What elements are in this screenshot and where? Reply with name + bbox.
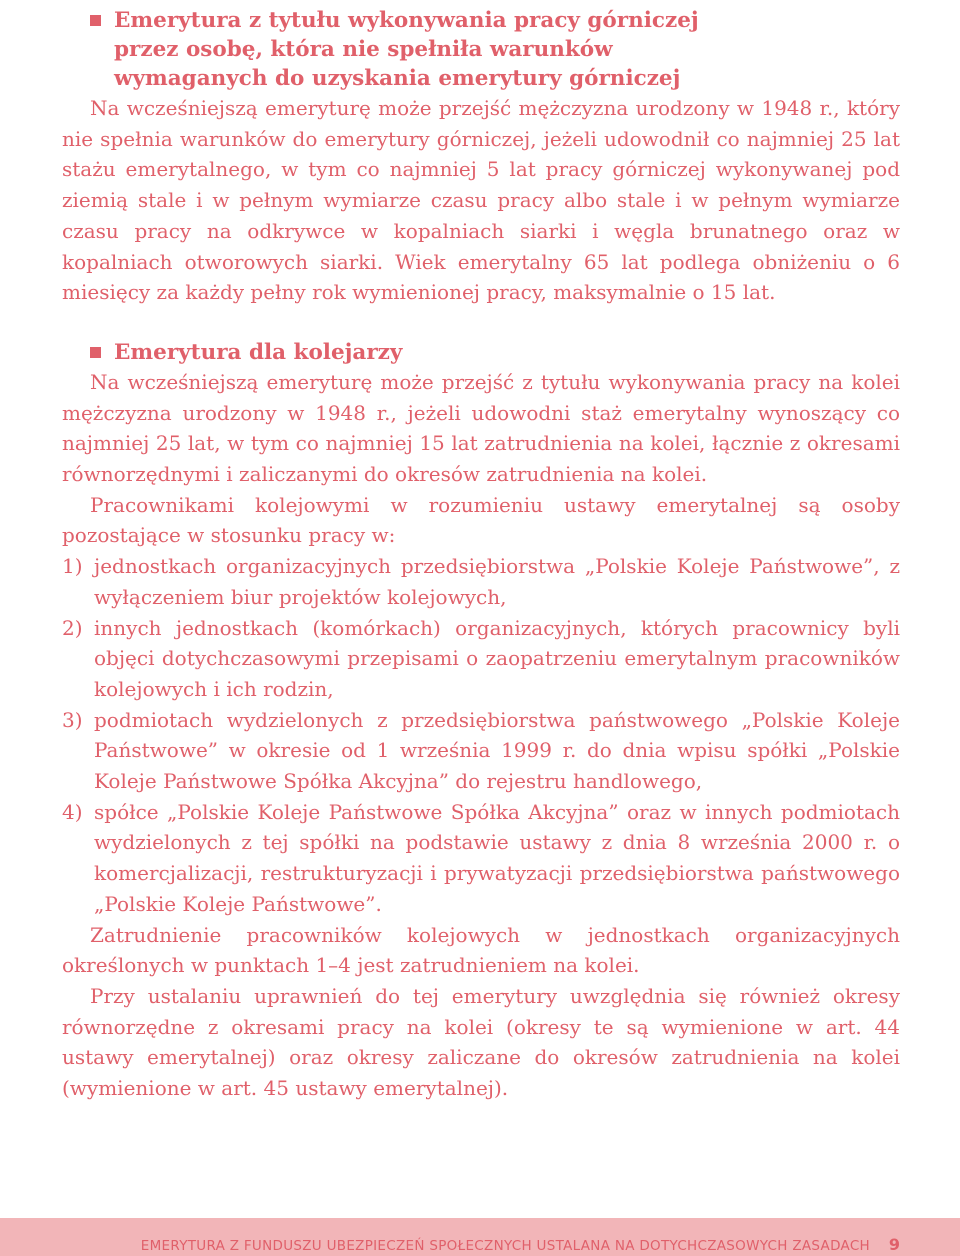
railway-paragraph-3: Zatrudnienie pracowników kolejowych w jednostkach organizacyjnych określonych w punktach 1–4 jest zatrudnieniem na kolei. — [62, 922, 900, 978]
list-item — [62, 551, 900, 612]
heading-line-3: wymaganych do uzyskania emerytury górniczej — [114, 66, 681, 91]
list-item-number: 1) — [62, 554, 83, 579]
railway-units-list — [62, 551, 900, 919]
list-item — [62, 797, 900, 920]
railway-paragraph-1: Na wcześniejszą emeryturę może przejść z tytułu wykonywania pracy na kolei mężczyzna urodzony w 1948 r., jeżeli udowodni staż emerytalny wynoszący co najmniej 25 lat, w tym co najmniej 15 lat zatrudnienia na kolei, łącznie z okresami równorzędnymi i zaliczanymi do okresów zatrudnienia na kolei. — [62, 369, 900, 487]
square-bullet-icon — [90, 347, 101, 358]
list-item-text: spółce „Polskie Koleje Państwowe Spółka Akcyjna” oraz w innych podmiotach wydzielonych z tej spółki na podstawie ustawy z dnia 8 września 2000 r. o komercjalizacji, restrukturyzacji i prywatyzacji przedsiębiorstwa państwowego „Polskie Koleje Państwowe”. — [94, 799, 900, 916]
square-bullet-icon — [90, 15, 101, 26]
heading-text: Emerytura dla kolejarzy — [114, 339, 403, 365]
page-content — [62, 6, 900, 1104]
railway-paragraph-4: Przy ustalaniu uprawnień do tej emerytury uwzględnia się również okresy równorzędne z okresami pracy na kolei (okresy te są wymienione w art. 44 ustawy emerytalnej) oraz okresy zaliczane do okresów zatrudnienia na kolei (wymienione w art. 45 ustawy emerytalnej). — [62, 983, 900, 1101]
section-heading-railway — [62, 338, 900, 367]
footer-title: EMERYTURA Z FUNDUSZU UBEZPIECZEŃ SPOŁECZNYCH USTALANA NA DOTYCHCZASOWYCH ZASADACH — [140, 1238, 870, 1254]
list-item — [62, 613, 900, 705]
list-item-number: 4) — [62, 799, 83, 824]
list-item — [62, 705, 900, 797]
page-footer — [0, 1218, 960, 1256]
list-item-text: jednostkach organizacyjnych przedsiębiorstwa „Polskie Koleje Państwowe”, z wyłączeniem biur projektów kolejowych, — [94, 554, 900, 609]
heading-line-1: Emerytura z tytułu wykonywania pracy górniczej — [114, 8, 699, 33]
railway-paragraph-2: Pracownikami kolejowymi w rozumieniu ustawy emerytalnej są osoby pozostające w stosunku pracy w: — [62, 492, 900, 548]
mining-paragraph: Na wcześniejszą emeryturę może przejść mężczyzna urodzony w 1948 r., który nie spełnia warunków do emerytury górniczej, jeżeli udowodnił co najmniej 25 lat stażu emerytalnego, w tym co najmniej 5 lat pracy górniczej wykonywanej pod ziemią stale i w pełnym wymiarze czasu pracy albo stale i w pełnym wymiarze czasu pracy na odkrywce w kopalniach siarki i węgla brunatnego oraz w kopalniach otworowych siarki. Wiek emerytalny 65 lat podlega obniżeniu o 6 miesięcy za każdy pełny rok wymienionej pracy, maksymalnie o 15 lat. — [62, 96, 900, 305]
list-item-text: podmiotach wydzielonych z przedsiębiorstwa państwowego „Polskie Koleje Państwowe” w okresie od 1 września 1999 r. do dnia wpisu spółki „Polskie Koleje Państwowe Spółka Akcyjna” do rejestru handlowego, — [94, 707, 900, 794]
section-heading-mining — [62, 6, 900, 93]
list-item-text: innych jednostkach (komórkach) organizacyjnych, których pracownicy byli objęci dotychczasowymi przepisami o zaopatrzeniu emerytalnym pracowników kolejowych i ich rodzin, — [94, 615, 900, 701]
list-item-number: 2) — [62, 615, 83, 640]
page-number: 9 — [888, 1235, 900, 1254]
list-item-number: 3) — [62, 707, 83, 732]
heading-line-2: przez osobę, która nie spełniła warunków — [114, 37, 613, 62]
